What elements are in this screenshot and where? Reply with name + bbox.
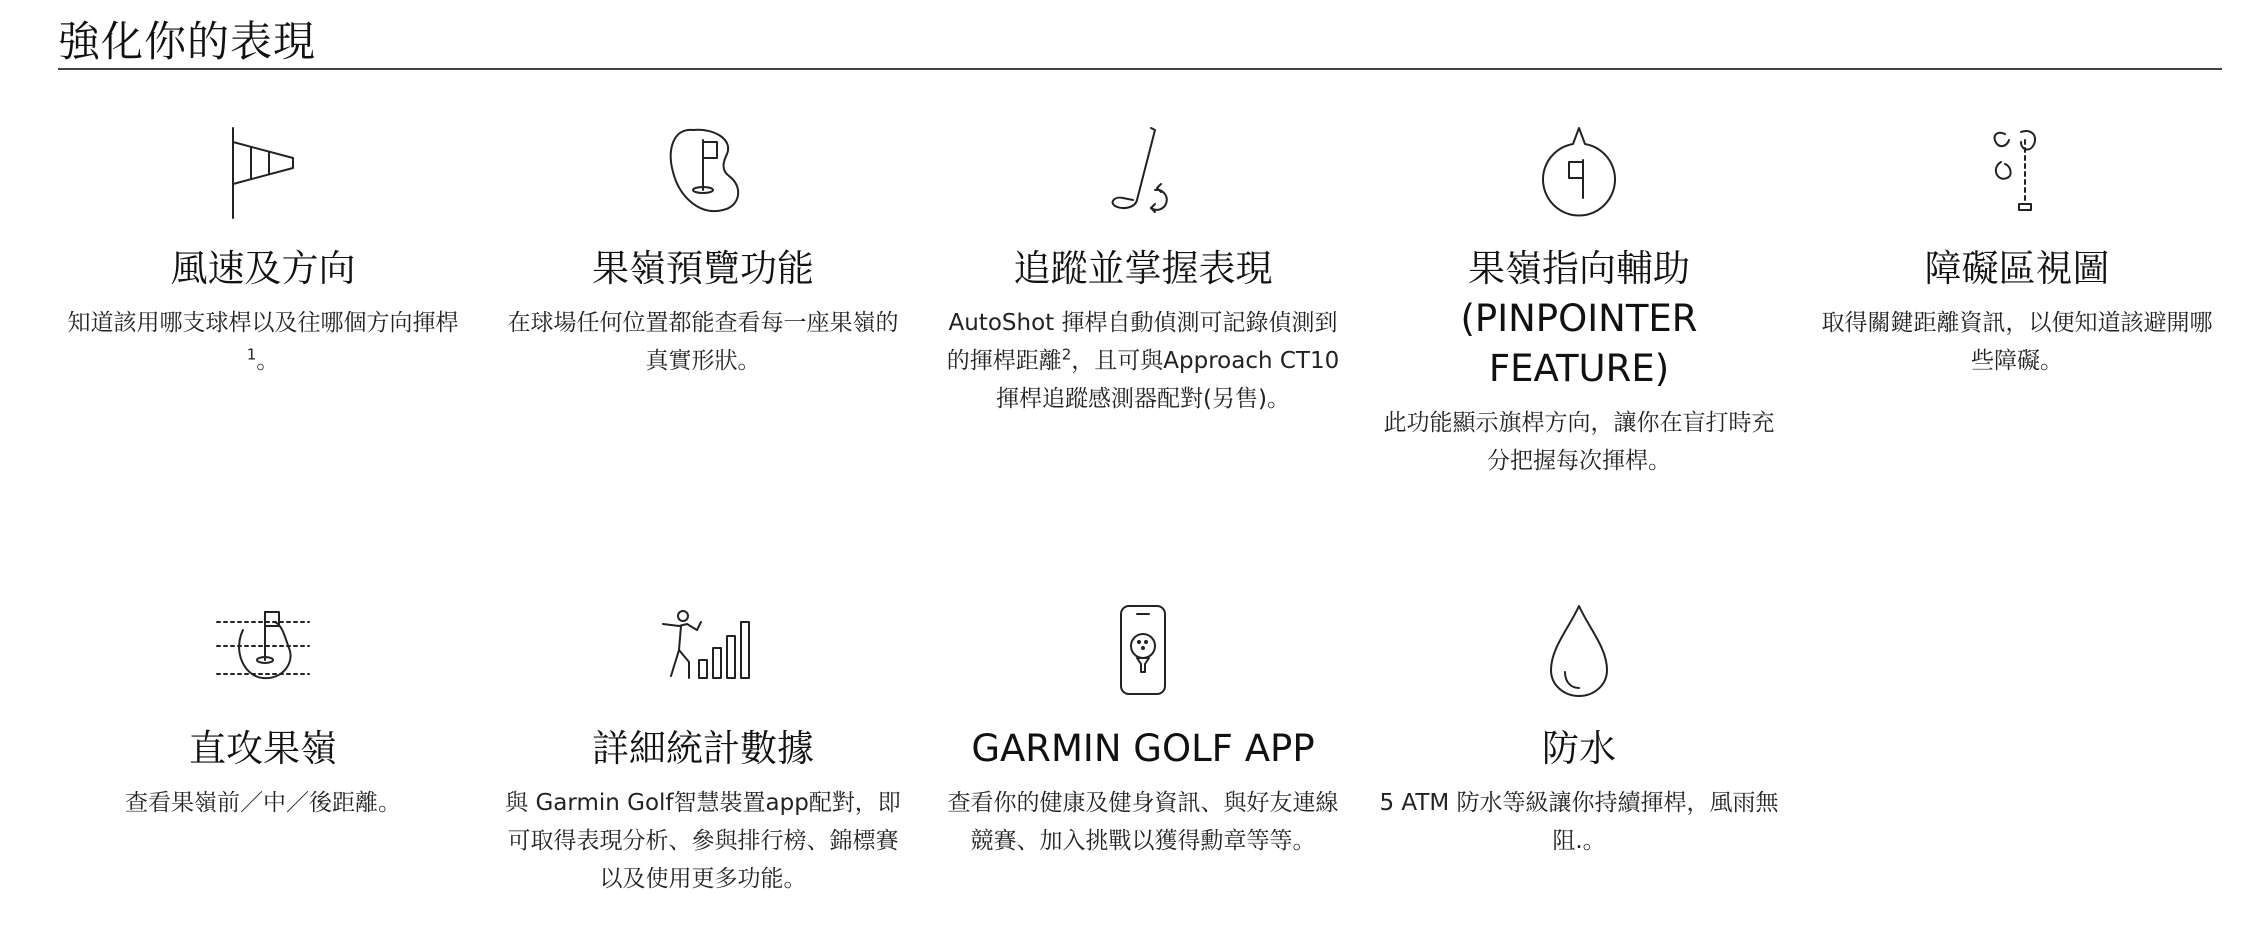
water-drop-icon: [1374, 600, 1784, 700]
feature-description: 查看果嶺前／中／後距離。: [125, 790, 401, 816]
feature-description: 5 ATM 防水等級讓你持續揮桿，風雨無阻.。: [1379, 790, 1779, 854]
section-title: 強化你的表現: [58, 17, 317, 66]
feature-title: GARMIN GOLF APP: [971, 727, 1315, 770]
feature-green-preview: [498, 120, 908, 380]
wind-sock-icon: [58, 120, 468, 220]
golfer-stats-icon: [498, 600, 908, 700]
feature-description: 在球場任何位置都能查看每一座果嶺的真實形狀。: [507, 310, 899, 374]
feature-title: 風速及方向: [170, 247, 356, 290]
footnote-marker: 2: [1061, 345, 1072, 364]
feature-title: 詳細統計數據: [592, 727, 814, 770]
feature-description: 此功能顯示旗桿方向，讓你在盲打時充分把握每次揮桿。: [1383, 410, 1775, 474]
feature-description: 查看你的健康及健身資訊、與好友連線競賽、加入挑戰以獲得勳章等等。: [947, 790, 1339, 854]
club-tracking-icon: [938, 120, 1348, 220]
feature-wind: [58, 120, 468, 380]
feature-pinpointer: [1374, 120, 1784, 480]
title-divider: [58, 68, 2222, 70]
feature-title: 果嶺指向輔助 (PINPOINTER FEATURE): [1460, 247, 1698, 390]
hazard-view-icon: [1812, 120, 2222, 220]
feature-waterproof: [1374, 600, 1784, 860]
phone-golf-ball-icon: [938, 600, 1348, 700]
feature-title: 障礙區視圖: [1924, 247, 2110, 290]
feature-green-distance: [58, 600, 468, 822]
feature-golf-app: [938, 600, 1348, 860]
green-flag-icon: [498, 120, 908, 220]
feature-stats: [498, 600, 908, 898]
feature-title: 果嶺預覽功能: [592, 247, 814, 290]
feature-description: 取得關鍵距離資訊，以便知道該避開哪些障礙。: [1821, 310, 2213, 374]
feature-description: 與 Garmin Golf智慧裝置app配對，即可取得表現分析、參與排行榜、錦標賽以及使用更多功能。: [505, 790, 901, 892]
feature-description: AutoShot 揮桿自動偵測可記錄偵測到的揮桿距離$^2$，且可與Approach CT10 揮桿追蹤感測器配對(另售)。: [946, 310, 1340, 412]
feature-description: 知道該用哪支球桿以及往哪個方向揮桿$^1$。: [67, 310, 459, 374]
footnote-marker: 1: [246, 345, 257, 364]
feature-tracking: [938, 120, 1348, 418]
green-distance-icon: [58, 600, 468, 700]
pin-pointer-icon: [1374, 120, 1784, 220]
feature-hazard: [1812, 120, 2222, 380]
feature-title: 直攻果嶺: [189, 727, 337, 770]
feature-title: 防水: [1542, 727, 1616, 770]
feature-title: 追蹤並掌握表現: [1013, 247, 1273, 290]
